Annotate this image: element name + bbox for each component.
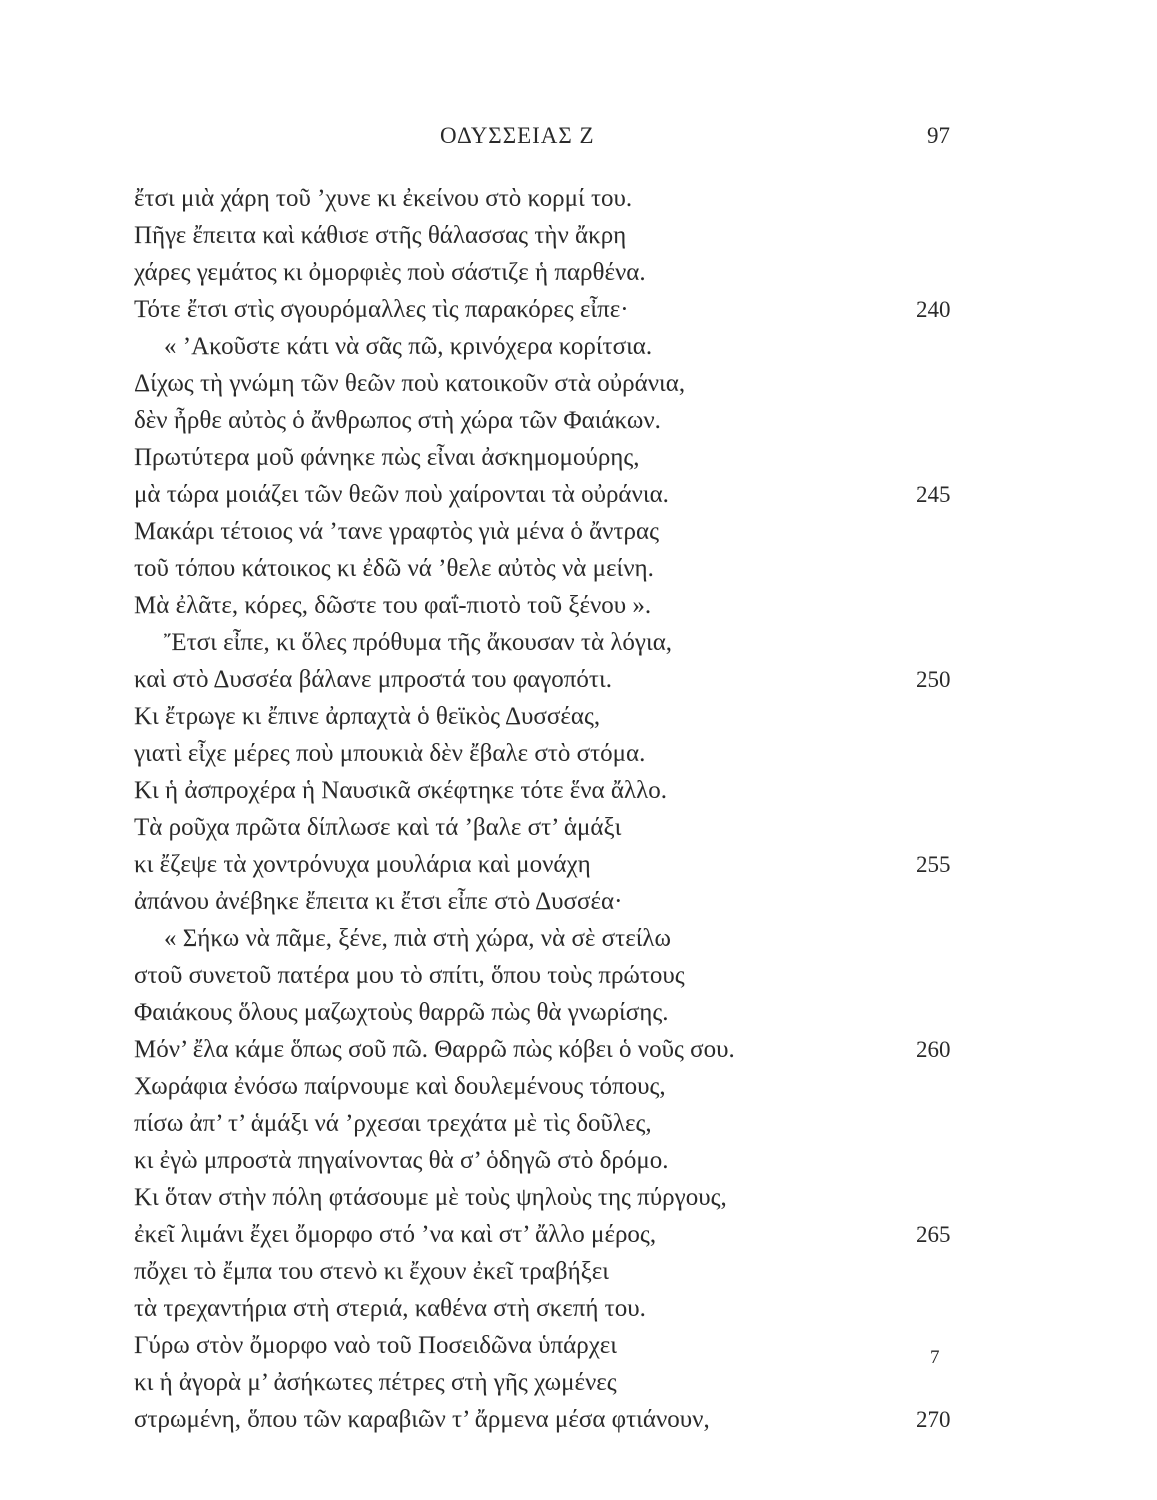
verse-line [134, 217, 964, 254]
verse-line [134, 624, 964, 661]
verse-line [134, 809, 964, 846]
verse-text: στοῦ συνετοῦ πατέρα μου τὸ σπίτι, ὅπου τοὺς πρώτους [134, 962, 685, 989]
line-number: 270 [916, 1407, 951, 1432]
verse-line [134, 1068, 964, 1105]
running-title: ΟΔΥΣΣΕΙΑΣ Ζ [440, 123, 595, 148]
verse-line [134, 846, 964, 883]
verse-text: ἀπάνου ἀνέβηκε ἔπειτα κι ἔτσι εἶπε στὸ Δυσσέα· [134, 888, 623, 915]
verse-text: τὰ τρεχαντήρια στὴ στεριά, καθένα στὴ σκεπή του. [134, 1295, 646, 1322]
verse-text: κι ἡ ἀγορὰ μ’ ἀσήκωτες πέτρες στὴ γῆς χωμένες [134, 1369, 617, 1396]
verse-text: πὄχει τὸ ἔμπα του στενὸ κι ἔχουν ἐκεῖ τραβήξει [134, 1258, 610, 1285]
verse-line [134, 476, 964, 513]
page-number: 97 [927, 123, 950, 148]
verse-text: Κι ὅταν στὴν πόλη φτάσουμε μὲ τοὺς ψηλοὺς της πύργους, [134, 1184, 727, 1211]
verse-text: Μόν’ ἔλα κάμε ὅπως σοῦ πῶ. Θαρρῶ πὼς κόβει ὁ νοῦς σου. [134, 1036, 735, 1063]
verse-line [134, 1142, 964, 1179]
verse-text: Φαιάκους ὅλους μαζωχτοὺς θαρρῶ πὼς θὰ γνωρίσης. [134, 999, 669, 1026]
verse-text: στρωμένη, ὅπου τῶν καραβιῶν τ’ ἄρμενα μέσα φτιάνουν, [134, 1406, 710, 1433]
line-number: 250 [916, 667, 951, 692]
verse-text: Κι ἡ ἀσπροχέρα ἡ Ναυσικᾶ σκέφτηκε τότε ἕνα ἄλλο. [134, 777, 667, 804]
verse-line [134, 1327, 964, 1364]
verse-text: Μὰ ἐλᾶτε, κόρες, δῶστε του φαΐ-πιοτὸ τοῦ ξένου ». [134, 592, 652, 619]
verse-text: τοῦ τόπου κάτοικος κι ἐδῶ νά ’θελε αὐτὸς νὰ μείνη. [134, 555, 654, 582]
verse-line [134, 439, 964, 476]
verse-line [134, 1401, 964, 1438]
verse-text: χάρες γεμάτος κι ὀμορφιὲς ποὺ σάστιζε ἡ παρθένα. [134, 259, 646, 286]
verse-line [134, 772, 964, 809]
verse-block [134, 180, 964, 1438]
verse-text: Πρωτύτερα μοῦ φάνηκε πὼς εἶναι ἀσκημομούρης, [134, 444, 640, 471]
verse-line [134, 365, 964, 402]
verse-text: καὶ στὸ Δυσσέα βάλανε μπροστά του φαγοπότι. [134, 666, 612, 693]
verse-line [134, 1105, 964, 1142]
verse-line [134, 1216, 964, 1253]
verse-text: Ἔτσι εἶπε, κι ὅλες πρόθυμα τῆς ἄκουσαν τὰ λόγια, [164, 629, 673, 656]
verse-line [134, 994, 964, 1031]
verse-text: Κι ἔτρωγε κι ἔπινε ἀρπαχτὰ ὁ θεϊκὸς Δυσσέας, [134, 703, 601, 730]
verse-line [134, 1179, 964, 1216]
verse-line [134, 291, 964, 328]
verse-text: Τὰ ροῦχα πρῶτα δίπλωσε καὶ τά ’βαλε στ’ ἁμάξι [134, 814, 622, 841]
verse-text: Τότε ἔτσι στὶς σγουρόμαλλες τὶς παρακόρες εἶπε· [134, 296, 629, 323]
verse-text: ἐκεῖ λιμάνι ἔχει ὄμορφο στό ’να καὶ στ’ ἄλλο μέρος, [134, 1221, 657, 1248]
verse-text: Πῆγε ἔπειτα καὶ κάθισε στῆς θάλασσας τὴν ἄκρη [134, 222, 627, 249]
verse-text: πίσω ἀπ’ τ’ ἁμάξι νά ’ρχεσαι τρεχάτα μὲ τὶς δοῦλες, [134, 1110, 652, 1137]
verse-text: Χωράφια ἐνόσω παίρνουμε καὶ δουλεμένους τόπους, [134, 1073, 666, 1100]
verse-text: δὲν ἦρθε αὐτὸς ὁ ἄνθρωπος στὴ χώρα τῶν Φαιάκων. [134, 407, 661, 434]
verse-line [134, 920, 964, 957]
verse-text: κι ἐγὼ μπροστὰ πηγαίνοντας θὰ σ’ ὁδηγῶ στὸ δρόμο. [134, 1147, 669, 1174]
verse-line [134, 735, 964, 772]
verse-line [134, 661, 964, 698]
verse-line [134, 180, 964, 217]
verse-line [134, 1253, 964, 1290]
verse-line [134, 402, 964, 439]
verse-text: « Σήκω νὰ πᾶμε, ξένε, πιὰ στὴ χώρα, νὰ σὲ στείλω [164, 925, 671, 952]
verse-line [134, 1364, 964, 1401]
verse-text: Μακάρι τέτοιος νά ’τανε γραφτὸς γιὰ μένα ὁ ἄντρας [134, 518, 659, 545]
verse-line [134, 254, 964, 291]
verse-line [134, 957, 964, 994]
line-number: 240 [916, 297, 951, 322]
verse-line [134, 513, 964, 550]
verse-text: ἔτσι μιὰ χάρη τοῦ ’χυνε κι ἐκείνου στὸ κορμί του. [134, 185, 633, 212]
verse-line [134, 883, 964, 920]
line-number: 255 [916, 852, 951, 877]
verse-text: γιατὶ εἶχε μέρες ποὺ μπουκιὰ δὲν ἔβαλε στὸ στόμα. [134, 740, 646, 767]
line-number: 265 [916, 1222, 951, 1247]
line-number: 245 [916, 482, 951, 507]
verse-line [134, 550, 964, 587]
verse-text: κι ἔζεψε τὰ χοντρόνυχα μουλάρια καὶ μονάχη [134, 851, 591, 878]
verse-text: « ’Ακοῦστε κάτι νὰ σᾶς πῶ, κρινόχερα κορίτσια. [164, 333, 653, 360]
verse-line [134, 587, 964, 624]
line-number: 260 [916, 1037, 951, 1062]
running-head [0, 123, 1157, 153]
signature-mark: 7 [930, 1347, 940, 1368]
verse-text: μὰ τώρα μοιάζει τῶν θεῶν ποὺ χαίρονται τὰ οὐράνια. [134, 481, 669, 508]
verse-text: Γύρω στὸν ὄμορφο ναὸ τοῦ Ποσειδῶνα ὑπάρχει [134, 1332, 618, 1359]
verse-line [134, 1031, 964, 1068]
verse-line [134, 328, 964, 365]
verse-text: Δίχως τὴ γνώμη τῶν θεῶν ποὺ κατοικοῦν στὰ οὐράνια, [134, 370, 686, 397]
verse-line [134, 1290, 964, 1327]
verse-line [134, 698, 964, 735]
